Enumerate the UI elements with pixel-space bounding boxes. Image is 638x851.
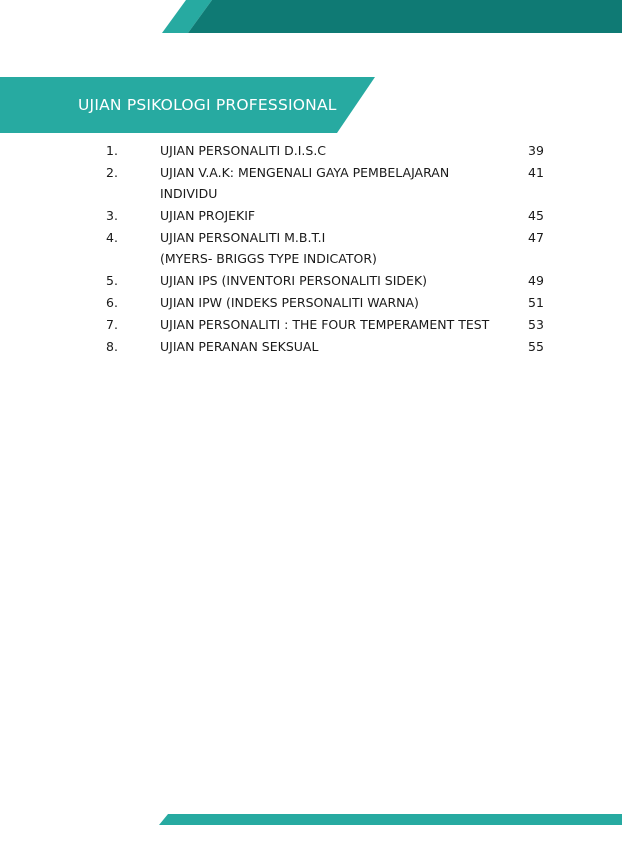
toc-entry-page: 51 bbox=[528, 295, 544, 310]
toc-entry-number: 1. bbox=[106, 143, 118, 158]
toc-entry-number: 5. bbox=[106, 273, 118, 288]
toc-entry-title: UJIAN IPW (INDEKS PERSONALITI WARNA) bbox=[160, 295, 419, 310]
toc-entry-page: 53 bbox=[528, 317, 544, 332]
toc-entry-title: UJIAN IPS (INVENTORI PERSONALITI SIDEK) bbox=[160, 273, 428, 288]
toc-entry-4[interactable] bbox=[0, 227, 638, 270]
toc-entry-title: UJIAN PERSONALITI : THE FOUR TEMPERAMENT TEST bbox=[160, 317, 490, 332]
toc-entry-5[interactable] bbox=[0, 270, 638, 292]
toc-entry-page: 41 bbox=[528, 165, 544, 180]
toc-entry-page: 39 bbox=[528, 143, 544, 158]
toc-entry-7[interactable] bbox=[0, 314, 638, 336]
toc-entry-title: UJIAN PERSONALITI D.I.S.C bbox=[160, 143, 327, 158]
toc-entry-1[interactable] bbox=[0, 140, 638, 162]
toc-entry-title: UJIAN V.A.K: MENGENALI GAYA PEMBELAJARAN bbox=[160, 165, 450, 180]
toc-entry-2[interactable] bbox=[0, 162, 638, 205]
toc-entry-6[interactable] bbox=[0, 292, 638, 314]
toc-entry-title-continued: (MYERS- BRIGGS TYPE INDICATOR) bbox=[160, 251, 377, 266]
toc-entry-number: 2. bbox=[106, 165, 118, 180]
toc-entry-number: 6. bbox=[106, 295, 118, 310]
toc-entry-number: 3. bbox=[106, 208, 118, 223]
toc-entry-number: 4. bbox=[106, 230, 118, 245]
top-band-dark-bar bbox=[188, 0, 622, 33]
top-decorative-band bbox=[0, 0, 638, 40]
bottom-decorative-band bbox=[0, 810, 638, 828]
toc-entry-title: UJIAN PROJEKIF bbox=[160, 208, 256, 223]
table-of-contents bbox=[0, 140, 638, 358]
toc-entry-title: UJIAN PERANAN SEKSUAL bbox=[160, 339, 319, 354]
toc-entry-title: UJIAN PERSONALITI M.B.T.I bbox=[160, 230, 326, 245]
toc-entry-page: 47 bbox=[528, 230, 544, 245]
toc-entry-number: 7. bbox=[106, 317, 118, 332]
toc-entry-page: 49 bbox=[528, 273, 544, 288]
toc-entry-8[interactable] bbox=[0, 336, 638, 358]
toc-entry-number: 8. bbox=[106, 339, 118, 354]
toc-entry-title-continued: INDIVIDU bbox=[160, 186, 218, 201]
toc-entry-page: 55 bbox=[528, 339, 544, 354]
toc-entry-page: 45 bbox=[528, 208, 544, 223]
bottom-band-bar bbox=[159, 814, 622, 825]
toc-entry-3[interactable] bbox=[0, 205, 638, 227]
section-title: UJIAN PSIKOLOGI PROFESSIONAL bbox=[78, 96, 337, 114]
